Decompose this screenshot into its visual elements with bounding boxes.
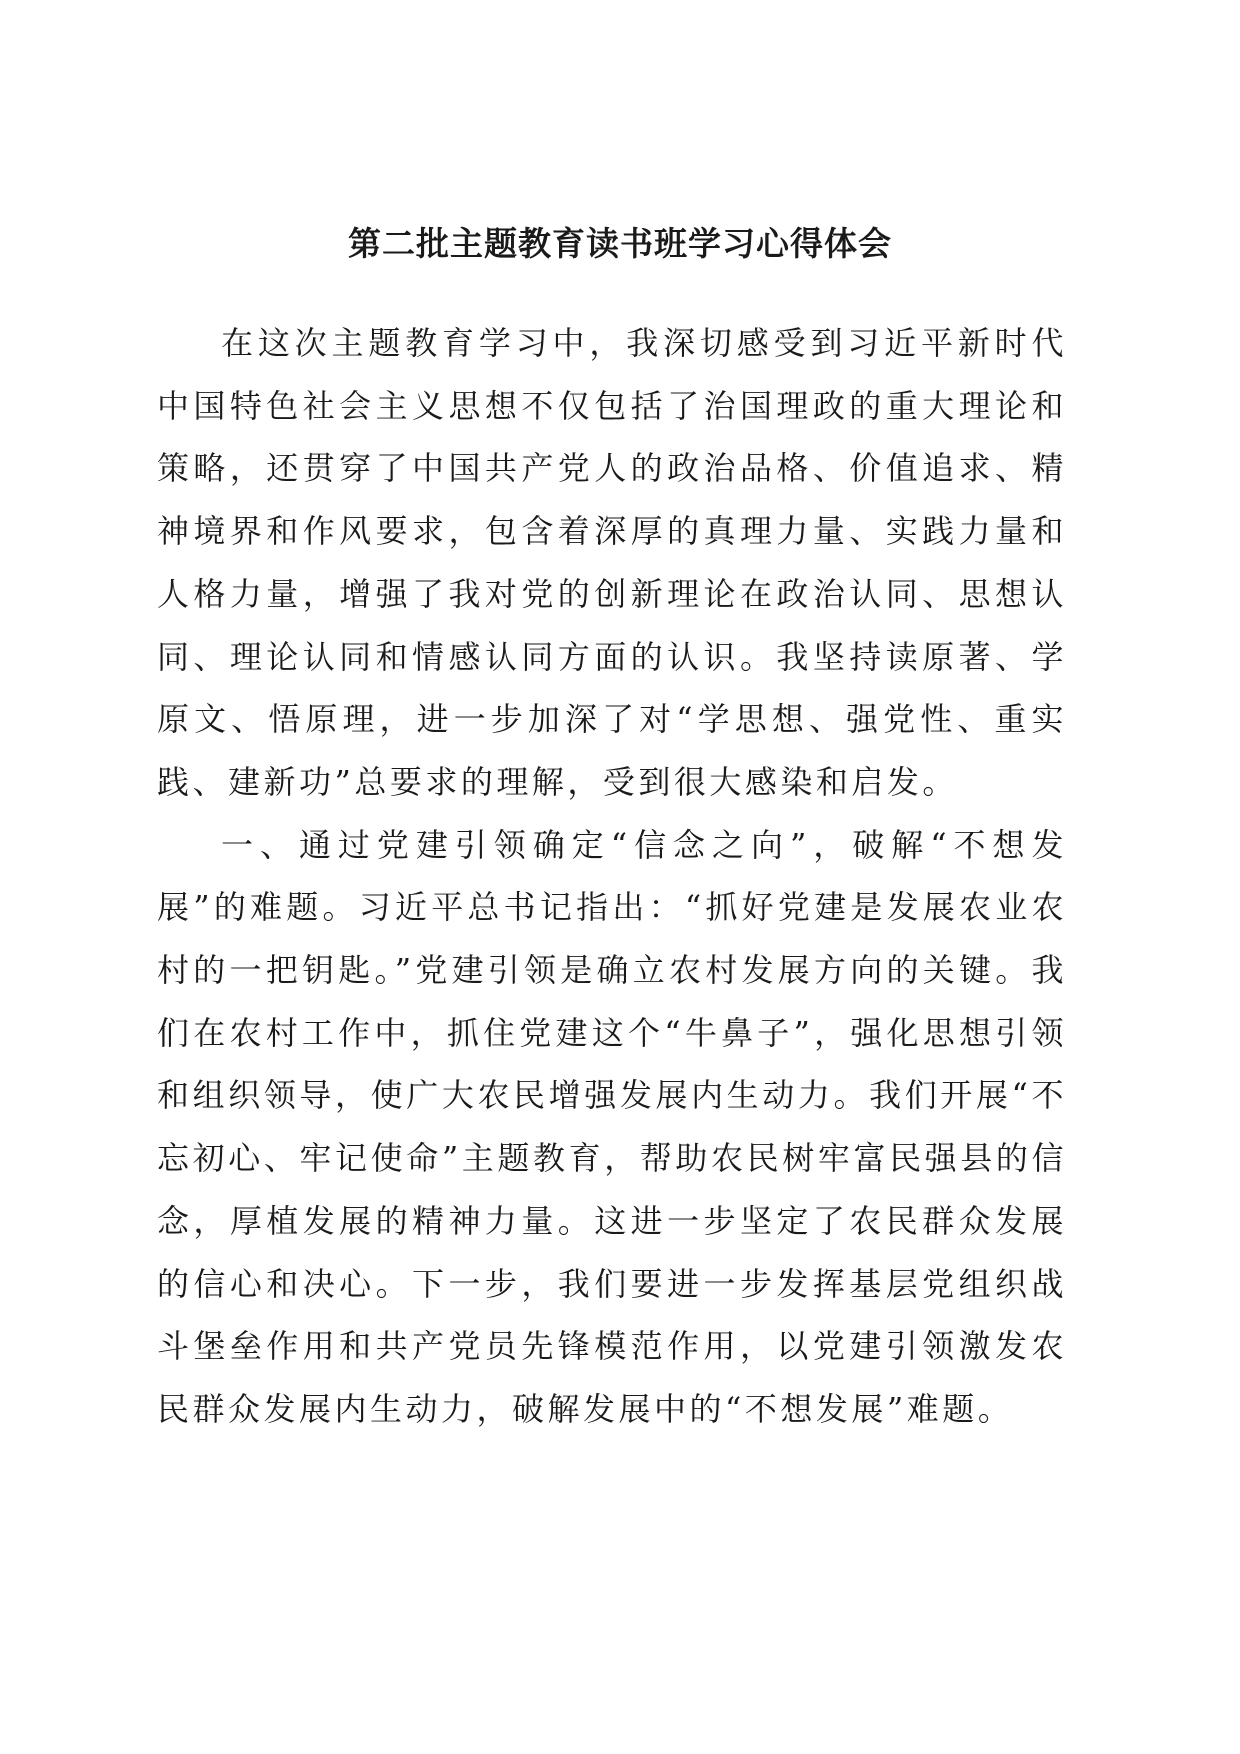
document-body bbox=[157, 312, 1067, 1441]
paragraph-section-one: 一、通过党建引领确定“信念之向”，破解“不想发展”的难题。习近平总书记指出：“抓好党建是发展农业农村的一把钥匙。”党建引领是确立农村发展方向的关键。我们在农村工作中，抓住党建这个“牛鼻子”，强化思想引领和组织领导，使广大农民增强发展内生动力。我们开展“不忘初心、牢记使命”主题教育，帮助农民树牢富民强县的信念，厚植发展的精神力量。这进一步坚定了农民群众发展的信心和决心。下一步，我们要进一步发挥基层党组织战斗堡垒作用和共产党员先锋模范作用，以党建引领激发农民群众发展内生动力，破解发展中的“不想发展”难题。 bbox=[157, 825, 1067, 1428]
paragraph-intro: 在这次主题教育学习中，我深切感受到习近平新时代中国特色社会主义思想不仅包括了治国理政的重大理论和策略，还贯穿了中国共产党人的政治品格、价值追求、精神境界和作风要求，包含着深厚的真理力量、实践力量和人格力量，增强了我对党的创新理论在政治认同、思想认同、理论认同和情感认同方面的认识。我坚持读原著、学原文、悟原理，进一步加深了对“学思想、强党性、重实践、建新功”总要求的理解，受到很大感染和启发。 bbox=[157, 324, 1067, 801]
document-title: 第二批主题教育读书班学习心得体会 bbox=[348, 224, 892, 263]
